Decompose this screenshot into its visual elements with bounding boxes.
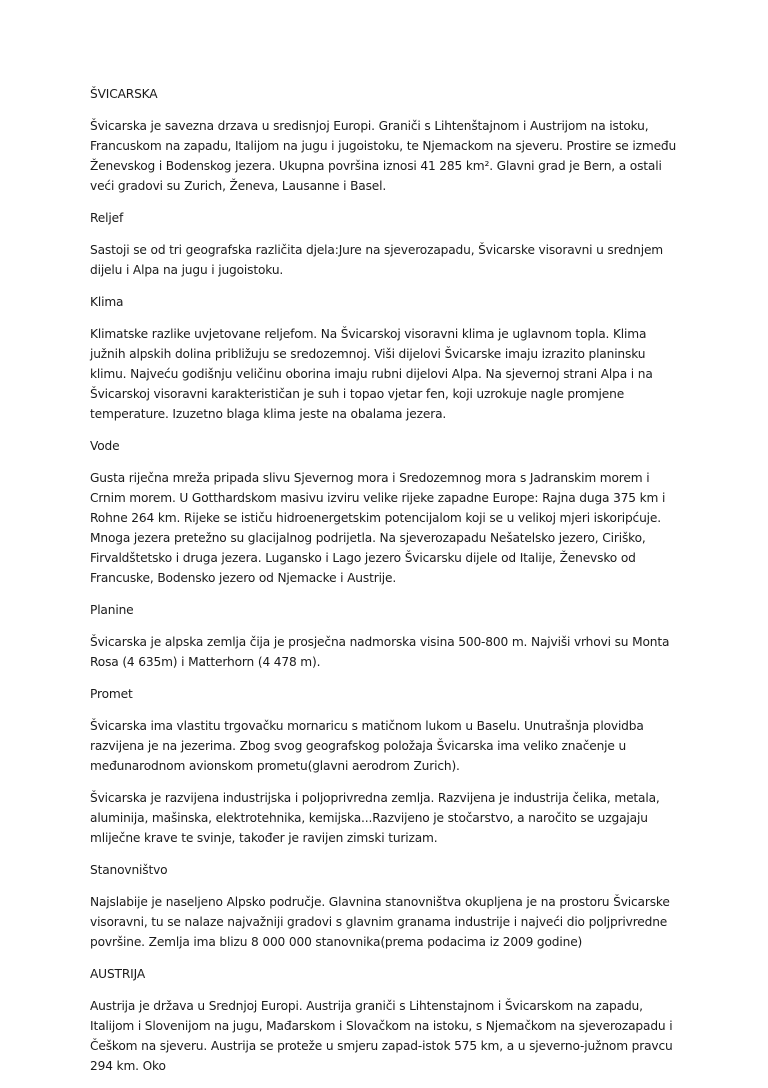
paragraph-planine: Švicarska je alpska zemlja čija je prosječna nadmorska visina 500-800 m. Najviši vrhovi su Monta Rosa (4 635m) i Matterhorn (4 478 m).: [90, 635, 670, 669]
paragraph-svicarska-intro: Švicarska je savezna drzava u sredisnjoj Europi. Graniči s Lihtenštajnom i Austrijom na istoku, Francuskom na zapadu, Italijom na jugu i jugoistoku, te Njemackom na sjeveru. Prostire se između Ženevskog i Bodenskog jezera. Ukupna površina iznosi 41 285 km². Glavni grad je Bern, a ostali veći gradovi su Zurich, Ženeva, Lausanne i Basel.: [90, 119, 677, 193]
heading-vode: Vode: [90, 439, 120, 453]
paragraph-stanovnistvo: Najslabije je naseljeno Alpsko područje. Glavnina stanovništva okupljena je na prostoru Švicarske visoravni, tu se nalaze najvažniji gradovi s glavnim granama industrije i najveći dio poljprivredne površine. Zemlja ima blizu 8 000 000 stanovnika(prema podacima iz 2009 godine): [90, 895, 670, 949]
paragraph-promet: Švicarska ima vlastitu trgovačku mornaricu s matičnom lukom u Baselu. Unutrašnja plovidba razvijena je na jezerima. Zbog svog geografskog položaja Švicarska ima veliko značenje u međunarodnom avionskom prometu(glavni aerodrom Zurich).: [90, 719, 644, 773]
paragraph-klima: Klimatske razlike uvjetovane reljefom. Na Švicarskoj visoravni klima je uglavnom topla. Klima južnih alpskih dolina približuju se sredozemnoj. Viši dijelovi Švicarske imaju izrazito planinsku klimu. Najveću godišnju veličinu oborina imaju rubni dijelovi Alpa. Na sjevernoj strani Alpa i na Švicarskoj visoravni karakterističan je suh i topao vjetar fen, koji uzrokuje nagle promjene temperature. Izuzetno blaga klima jeste na obalama jezera.: [90, 327, 653, 421]
heading-promet: Promet: [90, 687, 133, 701]
heading-reljef: Reljef: [90, 211, 124, 225]
paragraph-vode: Gusta riječna mreža pripada slivu Sjevernog mora i Sredozemnog mora s Jadranskim morem i Crnim morem. U Gotthardskom masivu izviru velike rijeke zapadne Europe: Rajna duga 375 km i Rohne 264 km. Rijeke se ističu hidroenergetskim potencijalom koji se u velikoj mjeri iskoripćuje. Mnoga jezera pretežno su glacijalnog podrijetla. Na sjeverozapadu Nešatelsko jezero, Ciriško, Firvaldštetsko i druga jezera. Lugansko i Lago jezero Švicarsku dijele od Italije, Ženevsko od Francuske, Bodensko jezero od Njemacke i Austrije.: [90, 471, 666, 585]
document-page: [90, 84, 680, 1088]
paragraph-austrija-intro: Austrija je država u Srednjoj Europi. Austrija graniči s Lihtenstajnom i Švicarskom na zapadu, Italijom i Slovenijom na jugu, Mađarskom i Slovačkom na istoku, s Njemačkom na sjeverozapadu i Češkom na sjeveru. Austrija se proteže u smjeru zapad-istok 575 km, a u sjeverno-južnom pravcu 294 km. Oko: [90, 999, 673, 1073]
heading-planine: Planine: [90, 603, 134, 617]
heading-klima: Klima: [90, 295, 124, 309]
paragraph-reljef: Sastoji se od tri geografska različita djela:Jure na sjeverozapadu, Švicarske visoravni u srednjem dijelu i Alpa na jugu i jugoistoku.: [90, 243, 664, 277]
paragraph-industrija: Švicarska je razvijena industrijska i poljoprivredna zemlja. Razvijena je industrija čelika, metala, aluminija, mašinska, elektrotehnika, kemijska...Razvijeno je stočarstvo, a naročito se uzgajaju mliječne krave te svinje, također je ravijen zimski turizam.: [90, 791, 660, 845]
heading-austrija: AUSTRIJA: [90, 967, 146, 981]
heading-svicarska: ŠVICARSKA: [90, 87, 158, 101]
heading-stanovnistvo: Stanovništvo: [90, 863, 168, 877]
